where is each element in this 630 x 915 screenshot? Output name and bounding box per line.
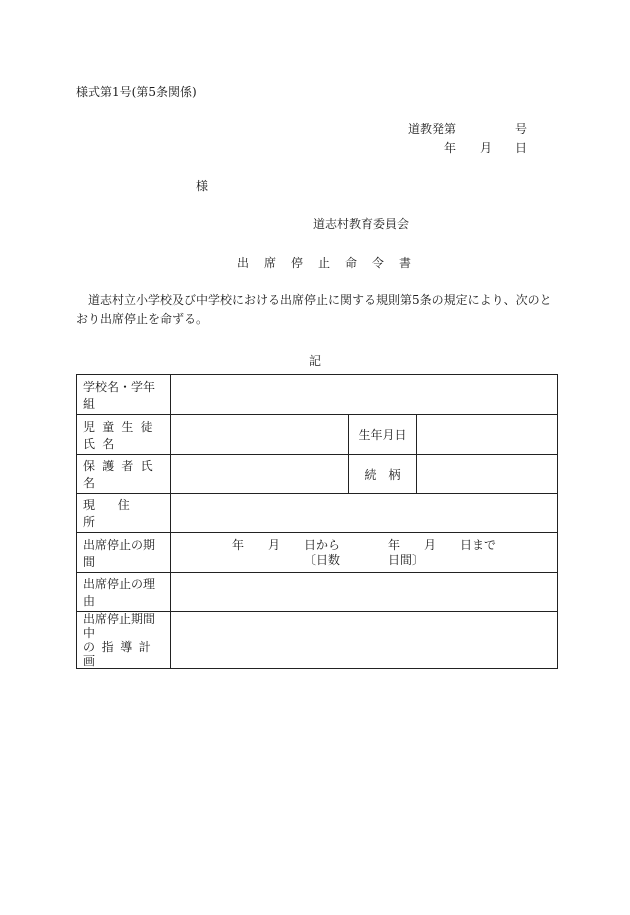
date-day-label: 日 (515, 141, 528, 155)
table-row-guardian (77, 455, 558, 494)
birth-date-field[interactable] (417, 415, 558, 455)
detail-table (76, 374, 558, 669)
table-row-reason (77, 573, 558, 612)
birth-date-label: 生年月日 (349, 415, 417, 455)
form-number: 様式第1号(第5条関係) (76, 85, 197, 99)
body-text-line-1: 道志村立小学校及び中学校における出席停止に関する規則第5条の規定により、次のと (88, 293, 552, 307)
guardian-name-label: 保護者氏名 (77, 455, 171, 494)
suspension-period-label: 出席停止の期間 (77, 533, 171, 573)
ki-heading: 記 (309, 354, 322, 368)
table-row-period (77, 533, 558, 573)
relationship-label: 続 柄 (349, 455, 417, 494)
suspension-reason-field[interactable] (171, 573, 558, 612)
table-row-school (77, 375, 558, 415)
issuer-name: 道志村教育委員会 (313, 217, 410, 231)
address-label: 現住所 (77, 494, 171, 533)
addressee-suffix: 様 (196, 179, 209, 193)
address-field[interactable] (171, 494, 558, 533)
school-grade-class-label: 学校名・学年組 (77, 375, 171, 415)
table-row-student (77, 415, 558, 455)
date-month-label: 月 (480, 141, 493, 155)
table-row-address (77, 494, 558, 533)
relationship-field[interactable] (417, 455, 558, 494)
document-title: 出席停止命令書 (237, 256, 427, 270)
document-number-prefix: 道教発第 (408, 122, 457, 136)
document-number-suffix: 号 (515, 122, 528, 136)
period-date-range: 年 月 日から 年 月 日まで (232, 537, 497, 552)
guidance-plan-field[interactable] (171, 612, 558, 669)
period-day-count: 〔日数 日間〕 (304, 552, 425, 567)
date-year-label: 年 (444, 141, 457, 155)
suspension-period-field[interactable] (171, 533, 558, 573)
body-text-line-2: おり出席停止を命ずる。 (76, 312, 209, 326)
student-name-label: 児童生徒氏名 (77, 415, 171, 455)
suspension-reason-label: 出席停止の理由 (77, 573, 171, 612)
table-row-guidance (77, 612, 558, 669)
guidance-plan-label: 出席停止期間中 の指導計画 (77, 612, 171, 669)
student-name-field[interactable] (171, 415, 349, 455)
school-grade-class-field[interactable] (171, 375, 558, 415)
guardian-name-field[interactable] (171, 455, 349, 494)
